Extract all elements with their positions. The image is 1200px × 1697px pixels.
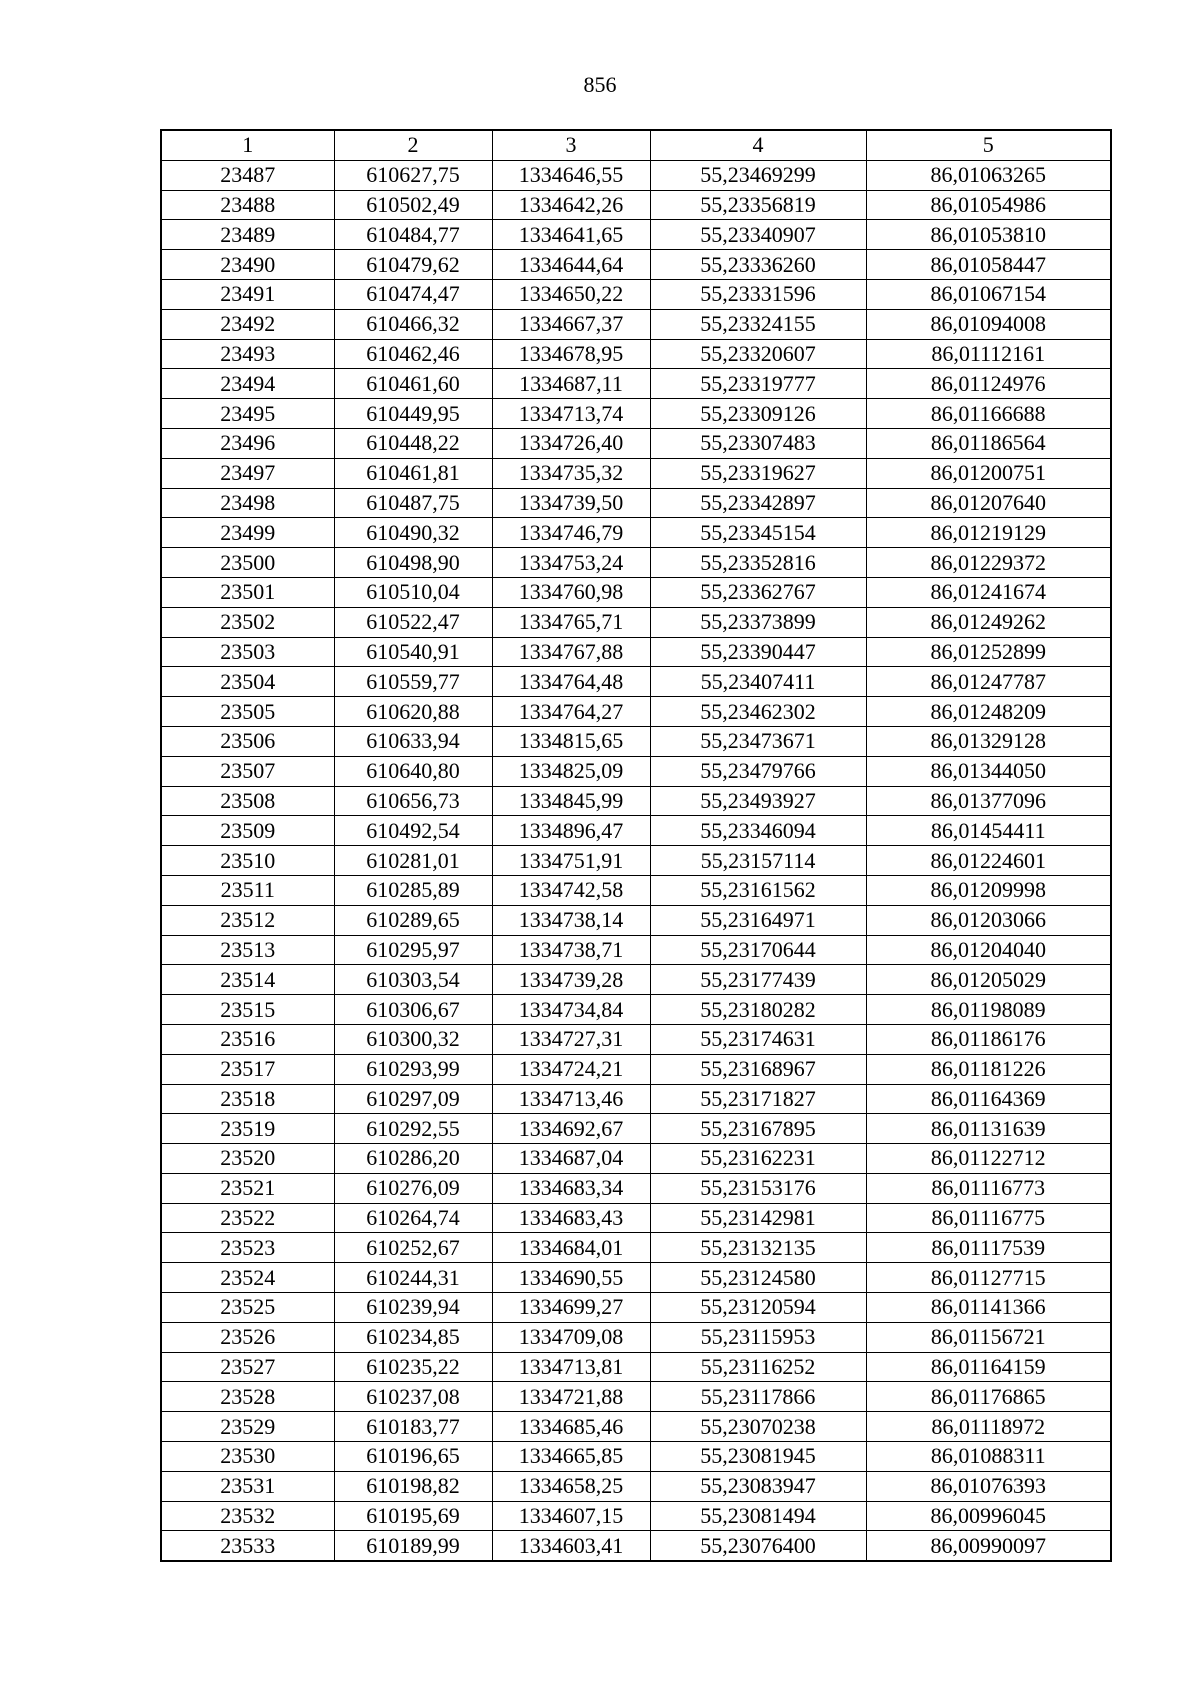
x-coordinate-cell: 610620,88 [334,697,492,727]
y-coordinate-cell: 1334687,04 [492,1144,650,1174]
table-row [161,1293,1111,1323]
y-coordinate-cell: 1334742,58 [492,875,650,905]
latitude-cell: 55,23161562 [650,875,866,905]
point-number-cell: 23511 [161,875,334,905]
x-coordinate-cell: 610281,01 [334,846,492,876]
table-row [161,577,1111,607]
table-row [161,339,1111,369]
y-coordinate-cell: 1334644,64 [492,250,650,280]
x-coordinate-cell: 610540,91 [334,637,492,667]
longitude-cell: 86,01131639 [866,1114,1111,1144]
x-coordinate-cell: 610466,32 [334,309,492,339]
latitude-cell: 55,23076400 [650,1531,866,1561]
latitude-cell: 55,23473671 [650,726,866,756]
latitude-cell: 55,23320607 [650,339,866,369]
column-header-1: 1 [161,130,334,160]
x-coordinate-cell: 610462,46 [334,339,492,369]
table-row [161,1263,1111,1293]
latitude-cell: 55,23083947 [650,1471,866,1501]
longitude-cell: 86,01166688 [866,399,1111,429]
x-coordinate-cell: 610484,77 [334,220,492,250]
table-row [161,1471,1111,1501]
point-number-cell: 23523 [161,1233,334,1263]
latitude-cell: 55,23319777 [650,369,866,399]
latitude-cell: 55,23345154 [650,518,866,548]
y-coordinate-cell: 1334603,41 [492,1531,650,1561]
y-coordinate-cell: 1334751,91 [492,846,650,876]
longitude-cell: 86,01248209 [866,697,1111,727]
y-coordinate-cell: 1334650,22 [492,279,650,309]
latitude-cell: 55,23479766 [650,756,866,786]
table-row [161,875,1111,905]
x-coordinate-cell: 610303,54 [334,965,492,995]
y-coordinate-cell: 1334735,32 [492,458,650,488]
point-number-cell: 23512 [161,905,334,935]
y-coordinate-cell: 1334692,67 [492,1114,650,1144]
x-coordinate-cell: 610293,99 [334,1054,492,1084]
latitude-cell: 55,23336260 [650,250,866,280]
header-row [161,130,1111,160]
y-coordinate-cell: 1334724,21 [492,1054,650,1084]
x-coordinate-cell: 610640,80 [334,756,492,786]
longitude-cell: 86,01053810 [866,220,1111,250]
y-coordinate-cell: 1334896,47 [492,816,650,846]
x-coordinate-cell: 610627,75 [334,160,492,190]
point-number-cell: 23491 [161,279,334,309]
point-number-cell: 23527 [161,1352,334,1382]
x-coordinate-cell: 610276,09 [334,1173,492,1203]
latitude-cell: 55,23142981 [650,1203,866,1233]
y-coordinate-cell: 1334764,48 [492,667,650,697]
point-number-cell: 23496 [161,428,334,458]
point-number-cell: 23493 [161,339,334,369]
y-coordinate-cell: 1334687,11 [492,369,650,399]
longitude-cell: 86,01067154 [866,279,1111,309]
longitude-cell: 86,01088311 [866,1442,1111,1472]
longitude-cell: 86,01118972 [866,1412,1111,1442]
x-coordinate-cell: 610289,65 [334,905,492,935]
table-row [161,846,1111,876]
table-row [161,548,1111,578]
latitude-cell: 55,23153176 [650,1173,866,1203]
point-number-cell: 23508 [161,786,334,816]
longitude-cell: 86,01058447 [866,250,1111,280]
column-header-3: 3 [492,130,650,160]
point-number-cell: 23487 [161,160,334,190]
y-coordinate-cell: 1334709,08 [492,1322,650,1352]
y-coordinate-cell: 1334767,88 [492,637,650,667]
table-row [161,428,1111,458]
latitude-cell: 55,23362767 [650,577,866,607]
point-number-cell: 23492 [161,309,334,339]
x-coordinate-cell: 610474,47 [334,279,492,309]
latitude-cell: 55,23117866 [650,1382,866,1412]
latitude-cell: 55,23124580 [650,1263,866,1293]
y-coordinate-cell: 1334726,40 [492,428,650,458]
table-row [161,1054,1111,1084]
longitude-cell: 86,01063265 [866,160,1111,190]
point-number-cell: 23529 [161,1412,334,1442]
point-number-cell: 23524 [161,1263,334,1293]
y-coordinate-cell: 1334641,65 [492,220,650,250]
x-coordinate-cell: 610487,75 [334,488,492,518]
x-coordinate-cell: 610234,85 [334,1322,492,1352]
latitude-cell: 55,23407411 [650,667,866,697]
longitude-cell: 86,01249262 [866,607,1111,637]
y-coordinate-cell: 1334815,65 [492,726,650,756]
longitude-cell: 86,01094008 [866,309,1111,339]
table-row [161,250,1111,280]
y-coordinate-cell: 1334658,25 [492,1471,650,1501]
latitude-cell: 55,23174631 [650,1024,866,1054]
point-number-cell: 23521 [161,1173,334,1203]
table-row [161,637,1111,667]
point-number-cell: 23525 [161,1293,334,1323]
y-coordinate-cell: 1334646,55 [492,160,650,190]
table-row [161,1173,1111,1203]
latitude-cell: 55,23115953 [650,1322,866,1352]
table-row [161,905,1111,935]
y-coordinate-cell: 1334642,26 [492,190,650,220]
point-number-cell: 23518 [161,1084,334,1114]
x-coordinate-cell: 610502,49 [334,190,492,220]
longitude-cell: 86,01127715 [866,1263,1111,1293]
x-coordinate-cell: 610295,97 [334,935,492,965]
y-coordinate-cell: 1334739,50 [492,488,650,518]
y-coordinate-cell: 1334683,34 [492,1173,650,1203]
point-number-cell: 23498 [161,488,334,518]
x-coordinate-cell: 610510,04 [334,577,492,607]
y-coordinate-cell: 1334734,84 [492,995,650,1025]
latitude-cell: 55,23331596 [650,279,866,309]
point-number-cell: 23509 [161,816,334,846]
longitude-cell: 86,01186564 [866,428,1111,458]
longitude-cell: 86,01054986 [866,190,1111,220]
x-coordinate-cell: 610292,55 [334,1114,492,1144]
table-row [161,995,1111,1025]
x-coordinate-cell: 610297,09 [334,1084,492,1114]
longitude-cell: 86,01122712 [866,1144,1111,1174]
point-number-cell: 23490 [161,250,334,280]
y-coordinate-cell: 1334665,85 [492,1442,650,1472]
point-number-cell: 23504 [161,667,334,697]
longitude-cell: 86,01344050 [866,756,1111,786]
longitude-cell: 86,01164159 [866,1352,1111,1382]
point-number-cell: 23506 [161,726,334,756]
longitude-cell: 86,01203066 [866,905,1111,935]
table-row [161,816,1111,846]
latitude-cell: 55,23164971 [650,905,866,935]
latitude-cell: 55,23346094 [650,816,866,846]
longitude-cell: 86,01176865 [866,1382,1111,1412]
column-header-4: 4 [650,130,866,160]
point-number-cell: 23513 [161,935,334,965]
longitude-cell: 86,01156721 [866,1322,1111,1352]
column-header-5: 5 [866,130,1111,160]
y-coordinate-cell: 1334738,71 [492,935,650,965]
y-coordinate-cell: 1334764,27 [492,697,650,727]
x-coordinate-cell: 610189,99 [334,1531,492,1561]
point-number-cell: 23531 [161,1471,334,1501]
y-coordinate-cell: 1334685,46 [492,1412,650,1442]
x-coordinate-cell: 610448,22 [334,428,492,458]
y-coordinate-cell: 1334760,98 [492,577,650,607]
point-number-cell: 23526 [161,1322,334,1352]
table-row [161,518,1111,548]
x-coordinate-cell: 610461,60 [334,369,492,399]
point-number-cell: 23503 [161,637,334,667]
table-row [161,458,1111,488]
point-number-cell: 23505 [161,697,334,727]
coordinates-table [160,129,1112,1562]
longitude-cell: 86,01207640 [866,488,1111,518]
point-number-cell: 23528 [161,1382,334,1412]
x-coordinate-cell: 610633,94 [334,726,492,756]
x-coordinate-cell: 610479,62 [334,250,492,280]
table-row [161,1382,1111,1412]
point-number-cell: 23517 [161,1054,334,1084]
y-coordinate-cell: 1334721,88 [492,1382,650,1412]
latitude-cell: 55,23356819 [650,190,866,220]
longitude-cell: 86,01454411 [866,816,1111,846]
point-number-cell: 23488 [161,190,334,220]
x-coordinate-cell: 610285,89 [334,875,492,905]
y-coordinate-cell: 1334678,95 [492,339,650,369]
latitude-cell: 55,23493927 [650,786,866,816]
longitude-cell: 86,01204040 [866,935,1111,965]
longitude-cell: 86,01209998 [866,875,1111,905]
latitude-cell: 55,23070238 [650,1412,866,1442]
latitude-cell: 55,23177439 [650,965,866,995]
table-row [161,1114,1111,1144]
longitude-cell: 86,01117539 [866,1233,1111,1263]
table-body [161,160,1111,1561]
longitude-cell: 86,01186176 [866,1024,1111,1054]
latitude-cell: 55,23373899 [650,607,866,637]
x-coordinate-cell: 610264,74 [334,1203,492,1233]
table-row [161,190,1111,220]
latitude-cell: 55,23180282 [650,995,866,1025]
longitude-cell: 86,01076393 [866,1471,1111,1501]
table-row [161,1144,1111,1174]
longitude-cell: 86,01164369 [866,1084,1111,1114]
table-row [161,667,1111,697]
longitude-cell: 86,01241674 [866,577,1111,607]
table-row [161,1501,1111,1531]
longitude-cell: 86,01252899 [866,637,1111,667]
longitude-cell: 86,01112161 [866,339,1111,369]
table-row [161,369,1111,399]
point-number-cell: 23494 [161,369,334,399]
point-number-cell: 23532 [161,1501,334,1531]
table-row [161,1233,1111,1263]
point-number-cell: 23520 [161,1144,334,1174]
longitude-cell: 86,01329128 [866,726,1111,756]
latitude-cell: 55,23307483 [650,428,866,458]
column-header-2: 2 [334,130,492,160]
longitude-cell: 86,01181226 [866,1054,1111,1084]
table-row [161,726,1111,756]
latitude-cell: 55,23120594 [650,1293,866,1323]
x-coordinate-cell: 610183,77 [334,1412,492,1442]
x-coordinate-cell: 610498,90 [334,548,492,578]
x-coordinate-cell: 610306,67 [334,995,492,1025]
x-coordinate-cell: 610239,94 [334,1293,492,1323]
y-coordinate-cell: 1334683,43 [492,1203,650,1233]
x-coordinate-cell: 610559,77 [334,667,492,697]
longitude-cell: 86,01247787 [866,667,1111,697]
y-coordinate-cell: 1334684,01 [492,1233,650,1263]
table-row [161,1352,1111,1382]
x-coordinate-cell: 610196,65 [334,1442,492,1472]
longitude-cell: 86,01116773 [866,1173,1111,1203]
y-coordinate-cell: 1334713,46 [492,1084,650,1114]
x-coordinate-cell: 610244,31 [334,1263,492,1293]
table-row [161,697,1111,727]
y-coordinate-cell: 1334753,24 [492,548,650,578]
x-coordinate-cell: 610252,67 [334,1233,492,1263]
longitude-cell: 86,01205029 [866,965,1111,995]
latitude-cell: 55,23462302 [650,697,866,727]
table-row [161,1084,1111,1114]
longitude-cell: 86,01219129 [866,518,1111,548]
table-row [161,935,1111,965]
point-number-cell: 23514 [161,965,334,995]
longitude-cell: 86,01116775 [866,1203,1111,1233]
table-row [161,160,1111,190]
latitude-cell: 55,23167895 [650,1114,866,1144]
latitude-cell: 55,23157114 [650,846,866,876]
x-coordinate-cell: 610490,32 [334,518,492,548]
latitude-cell: 55,23469299 [650,160,866,190]
x-coordinate-cell: 610195,69 [334,1501,492,1531]
table-row [161,220,1111,250]
point-number-cell: 23500 [161,548,334,578]
table-row [161,786,1111,816]
y-coordinate-cell: 1334713,81 [492,1352,650,1382]
table-row [161,309,1111,339]
latitude-cell: 55,23081494 [650,1501,866,1531]
longitude-cell: 86,01198089 [866,995,1111,1025]
point-number-cell: 23522 [161,1203,334,1233]
x-coordinate-cell: 610235,22 [334,1352,492,1382]
point-number-cell: 23499 [161,518,334,548]
y-coordinate-cell: 1334825,09 [492,756,650,786]
point-number-cell: 23533 [161,1531,334,1561]
point-number-cell: 23515 [161,995,334,1025]
table-row [161,1531,1111,1561]
table-header [161,130,1111,160]
latitude-cell: 55,23162231 [650,1144,866,1174]
longitude-cell: 86,01200751 [866,458,1111,488]
point-number-cell: 23502 [161,607,334,637]
point-number-cell: 23489 [161,220,334,250]
table-row [161,1442,1111,1472]
x-coordinate-cell: 610449,95 [334,399,492,429]
x-coordinate-cell: 610461,81 [334,458,492,488]
point-number-cell: 23530 [161,1442,334,1472]
latitude-cell: 55,23309126 [650,399,866,429]
y-coordinate-cell: 1334727,31 [492,1024,650,1054]
x-coordinate-cell: 610237,08 [334,1382,492,1412]
y-coordinate-cell: 1334765,71 [492,607,650,637]
latitude-cell: 55,23171827 [650,1084,866,1114]
longitude-cell: 86,01229372 [866,548,1111,578]
y-coordinate-cell: 1334667,37 [492,309,650,339]
x-coordinate-cell: 610492,54 [334,816,492,846]
latitude-cell: 55,23352816 [650,548,866,578]
table-row [161,279,1111,309]
page-number: 856 [583,72,617,97]
table-row [161,1412,1111,1442]
x-coordinate-cell: 610522,47 [334,607,492,637]
x-coordinate-cell: 610656,73 [334,786,492,816]
point-number-cell: 23507 [161,756,334,786]
table-row [161,1024,1111,1054]
latitude-cell: 55,23168967 [650,1054,866,1084]
longitude-cell: 86,01124976 [866,369,1111,399]
x-coordinate-cell: 610300,32 [334,1024,492,1054]
table-row [161,1203,1111,1233]
latitude-cell: 55,23081945 [650,1442,866,1472]
table-row [161,399,1111,429]
latitude-cell: 55,23324155 [650,309,866,339]
point-number-cell: 23519 [161,1114,334,1144]
y-coordinate-cell: 1334699,27 [492,1293,650,1323]
point-number-cell: 23495 [161,399,334,429]
table-row [161,488,1111,518]
longitude-cell: 86,00990097 [866,1531,1111,1561]
longitude-cell: 86,00996045 [866,1501,1111,1531]
longitude-cell: 86,01224601 [866,846,1111,876]
latitude-cell: 55,23340907 [650,220,866,250]
table-row [161,756,1111,786]
latitude-cell: 55,23116252 [650,1352,866,1382]
latitude-cell: 55,23390447 [650,637,866,667]
y-coordinate-cell: 1334845,99 [492,786,650,816]
point-number-cell: 23510 [161,846,334,876]
x-coordinate-cell: 610198,82 [334,1471,492,1501]
point-number-cell: 23501 [161,577,334,607]
latitude-cell: 55,23342897 [650,488,866,518]
point-number-cell: 23497 [161,458,334,488]
table-row [161,607,1111,637]
y-coordinate-cell: 1334607,15 [492,1501,650,1531]
longitude-cell: 86,01377096 [866,786,1111,816]
y-coordinate-cell: 1334739,28 [492,965,650,995]
y-coordinate-cell: 1334713,74 [492,399,650,429]
y-coordinate-cell: 1334738,14 [492,905,650,935]
latitude-cell: 55,23132135 [650,1233,866,1263]
y-coordinate-cell: 1334746,79 [492,518,650,548]
latitude-cell: 55,23319627 [650,458,866,488]
latitude-cell: 55,23170644 [650,935,866,965]
table-row [161,965,1111,995]
y-coordinate-cell: 1334690,55 [492,1263,650,1293]
point-number-cell: 23516 [161,1024,334,1054]
longitude-cell: 86,01141366 [866,1293,1111,1323]
table-row [161,1322,1111,1352]
x-coordinate-cell: 610286,20 [334,1144,492,1174]
